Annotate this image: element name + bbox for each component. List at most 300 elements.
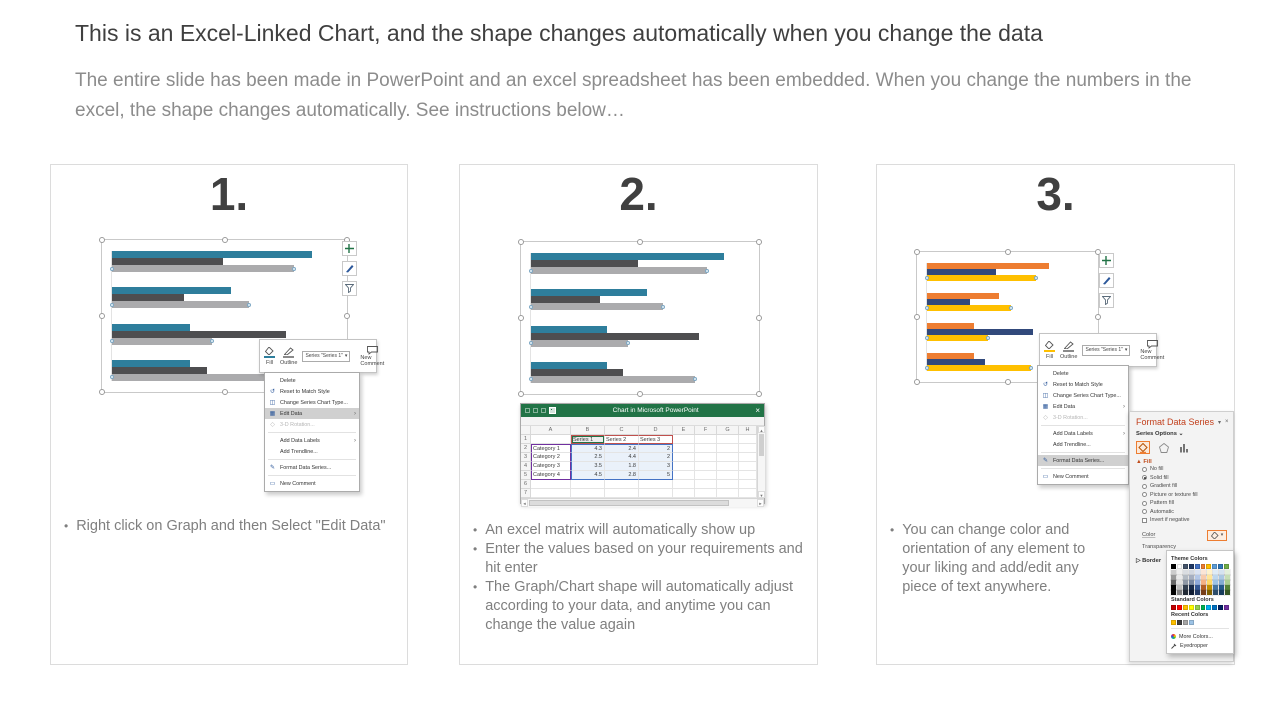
invert-if-negative-option[interactable]: Invert if negative bbox=[1142, 516, 1227, 525]
selection-handle[interactable] bbox=[925, 336, 929, 340]
fill-option-picture-or-texture-fill[interactable] bbox=[1142, 491, 1227, 500]
bar-series-3[interactable] bbox=[112, 338, 212, 345]
step-panel-1 bbox=[50, 164, 408, 665]
save-icon[interactable] bbox=[525, 408, 530, 413]
fill-section-header[interactable]: ▲ Fill bbox=[1136, 459, 1152, 465]
format-data-series-icon: ✎ bbox=[269, 465, 276, 471]
menu-item-label: Add Trendline... bbox=[1053, 441, 1091, 448]
column-header-a[interactable]: A bbox=[531, 426, 571, 435]
color-swatch[interactable] bbox=[1189, 605, 1194, 610]
cell-h3[interactable] bbox=[739, 453, 757, 462]
bar-group bbox=[531, 362, 741, 383]
resize-handle[interactable] bbox=[344, 313, 350, 319]
menu-item-edit-data[interactable] bbox=[1038, 401, 1128, 412]
color-swatch[interactable] bbox=[1171, 564, 1176, 569]
border-section-header[interactable]: ▷ Border bbox=[1136, 557, 1162, 564]
menu-item-delete[interactable] bbox=[265, 375, 359, 386]
bar-series-3[interactable] bbox=[927, 275, 1036, 281]
resize-handle[interactable] bbox=[99, 313, 105, 319]
excel-title-bar[interactable] bbox=[521, 404, 764, 417]
selection-handle[interactable] bbox=[705, 269, 709, 273]
more-colors-menu-item[interactable]: More Colors... bbox=[1171, 632, 1229, 641]
vertical-scroll-thumb[interactable] bbox=[759, 434, 764, 456]
selection-handle[interactable] bbox=[693, 377, 697, 381]
sheet-corner[interactable] bbox=[521, 426, 531, 435]
bar-series-2[interactable] bbox=[112, 294, 184, 301]
menu-item-3-d-rotation bbox=[1038, 412, 1128, 423]
cell-c5[interactable]: 2.8 bbox=[605, 471, 639, 480]
cell-a4[interactable]: Category 3 bbox=[531, 462, 571, 471]
cell-e7[interactable] bbox=[673, 489, 695, 498]
color-swatch[interactable] bbox=[1224, 564, 1229, 569]
cell-h4[interactable] bbox=[739, 462, 757, 471]
bullet-text: The Graph/Chart shape will automatically adjust according to your data, and anytime you can change the value again bbox=[485, 579, 794, 633]
selection-handle[interactable] bbox=[110, 303, 114, 307]
selection-handle[interactable] bbox=[1029, 366, 1033, 370]
resize-handle[interactable] bbox=[222, 389, 228, 395]
page-subtitle: The entire slide has been made in PowerPoint and an excel spreadsheet has been embedded. When you change the numbers in the excel, the shape changes automatically. See instructions below… bbox=[75, 70, 1192, 121]
outline-button[interactable]: Outline bbox=[280, 347, 297, 366]
cell-f5[interactable] bbox=[695, 471, 717, 480]
bar-series-2[interactable] bbox=[112, 258, 223, 265]
selection-handle[interactable] bbox=[247, 303, 251, 307]
cell-a2[interactable]: Category 1 bbox=[531, 444, 571, 453]
page-title: This is an Excel-Linked Chart, and the shape changes automatically when you change the data bbox=[75, 20, 1043, 46]
color-swatch[interactable] bbox=[1201, 564, 1206, 569]
selection-handle[interactable] bbox=[210, 339, 214, 343]
cell-b3[interactable]: 2.5 bbox=[571, 453, 605, 462]
outline-button[interactable]: Outline bbox=[1060, 341, 1077, 360]
bullet-icon: • bbox=[64, 519, 69, 533]
cell-g6[interactable] bbox=[717, 480, 739, 489]
bullet-text: Enter the values based on your requirements and hit enter bbox=[485, 541, 803, 576]
selection-handle[interactable] bbox=[925, 366, 929, 370]
bar-series-1[interactable] bbox=[112, 324, 190, 331]
resize-handle[interactable] bbox=[756, 315, 762, 321]
cell-h5[interactable] bbox=[739, 471, 757, 480]
fill-option-gradient-fill[interactable] bbox=[1142, 482, 1227, 491]
cell-f3[interactable] bbox=[695, 453, 717, 462]
row-header-7[interactable]: 7 bbox=[521, 489, 531, 498]
cell-d3[interactable]: 2 bbox=[639, 453, 673, 462]
color-swatch[interactable] bbox=[1189, 564, 1194, 569]
fill-button[interactable]: Fill bbox=[1044, 341, 1055, 360]
selection-handle[interactable] bbox=[529, 377, 533, 381]
scroll-right-icon[interactable]: ► bbox=[758, 501, 763, 506]
bar-series-2[interactable] bbox=[531, 260, 638, 267]
submenu-arrow-icon: › bbox=[1123, 403, 1125, 410]
selection-handle[interactable] bbox=[626, 341, 630, 345]
resize-handle[interactable] bbox=[1095, 314, 1101, 320]
horizontal-scroll-thumb[interactable] bbox=[529, 500, 729, 506]
menu-item-add-trendline[interactable] bbox=[265, 446, 359, 457]
cell-b1[interactable]: Series 1 bbox=[571, 435, 605, 444]
bar-series-3[interactable] bbox=[927, 335, 988, 341]
resize-handle[interactable] bbox=[222, 237, 228, 243]
cell-a5[interactable]: Category 4 bbox=[531, 471, 571, 480]
series-selector-dropdown[interactable]: Series "Series 1" ▾ bbox=[1082, 345, 1130, 356]
bar-group bbox=[112, 287, 329, 308]
cell-c4[interactable]: 1.8 bbox=[605, 462, 639, 471]
color-swatch[interactable] bbox=[1177, 564, 1182, 569]
standard-colors-label: Standard Colors bbox=[1171, 597, 1214, 603]
fill-option-pattern-fill[interactable] bbox=[1142, 499, 1227, 508]
cell-d4[interactable]: 3 bbox=[639, 462, 673, 471]
new-comment-button[interactable]: New Comment bbox=[1140, 340, 1164, 361]
horizontal-scrollbar[interactable] bbox=[521, 498, 764, 507]
cell-f2[interactable] bbox=[695, 444, 717, 453]
bullet-item bbox=[64, 517, 397, 536]
selection-handle[interactable] bbox=[110, 375, 114, 379]
color-swatch[interactable] bbox=[1213, 590, 1218, 595]
row-header-4[interactable]: 4 bbox=[521, 462, 531, 471]
color-swatch[interactable] bbox=[1171, 620, 1176, 625]
color-picker-button[interactable] bbox=[1207, 530, 1227, 541]
color-swatch[interactable] bbox=[1183, 590, 1188, 595]
selection-handle[interactable] bbox=[1034, 276, 1038, 280]
resize-handle[interactable] bbox=[756, 239, 762, 245]
selection-handle[interactable] bbox=[110, 339, 114, 343]
resize-handle[interactable] bbox=[637, 239, 643, 245]
color-swatch[interactable] bbox=[1201, 605, 1206, 610]
cell-b4[interactable]: 3.5 bbox=[571, 462, 605, 471]
menu-item-change-series-chart-type[interactable] bbox=[265, 397, 359, 408]
selection-handle[interactable] bbox=[986, 336, 990, 340]
color-swatch[interactable] bbox=[1177, 620, 1182, 625]
color-swatch[interactable] bbox=[1201, 590, 1206, 595]
bullet-icon: • bbox=[473, 580, 478, 594]
cell-f4[interactable] bbox=[695, 462, 717, 471]
column-header-d[interactable]: D bbox=[639, 426, 673, 435]
recent-colors-row bbox=[1171, 620, 1229, 625]
menu-item-label: Add Data Labels bbox=[1053, 430, 1093, 437]
new-comment-button[interactable]: New Comment bbox=[360, 346, 384, 367]
cell-a1[interactable] bbox=[531, 435, 571, 444]
cell-a7[interactable] bbox=[531, 489, 571, 498]
context-menu bbox=[264, 372, 360, 492]
bar-series-1[interactable] bbox=[112, 287, 231, 294]
color-swatch[interactable] bbox=[1225, 590, 1230, 595]
menu-item-change-series-chart-type[interactable] bbox=[1038, 390, 1128, 401]
radio-icon bbox=[1142, 484, 1147, 489]
color-swatch[interactable] bbox=[1189, 590, 1194, 595]
transparency-label: Transparency bbox=[1142, 543, 1176, 550]
bar-series-3[interactable] bbox=[112, 374, 281, 381]
undo-icon[interactable] bbox=[533, 408, 538, 413]
step-number-3: 3. bbox=[1036, 168, 1075, 220]
cell-c2[interactable]: 2.4 bbox=[605, 444, 639, 453]
menu-item-label: Delete bbox=[280, 377, 296, 384]
fill-option-no-fill[interactable] bbox=[1142, 465, 1227, 474]
bar-series-1[interactable] bbox=[531, 326, 607, 333]
bar-series-1[interactable] bbox=[531, 289, 647, 296]
effects-tab[interactable] bbox=[1157, 441, 1171, 454]
fill-option-label: Picture or texture fill bbox=[1150, 491, 1198, 498]
resize-handle[interactable] bbox=[1005, 249, 1011, 255]
resize-handle[interactable] bbox=[1005, 379, 1011, 385]
menu-item-new-comment[interactable] bbox=[265, 478, 359, 489]
menu-item-delete[interactable] bbox=[1038, 368, 1128, 379]
cell-a3[interactable]: Category 2 bbox=[531, 453, 571, 462]
cell-c6[interactable] bbox=[605, 480, 639, 489]
chart-filters-button[interactable] bbox=[1099, 293, 1114, 308]
menu-item-reset-to-match-style[interactable] bbox=[265, 386, 359, 397]
step-number-2: 2. bbox=[619, 168, 658, 220]
cell-h2[interactable] bbox=[739, 444, 757, 453]
chart-filters-button[interactable] bbox=[342, 281, 357, 296]
cell-e5[interactable] bbox=[673, 471, 695, 480]
column-header-c[interactable]: C bbox=[605, 426, 639, 435]
bar-series-3[interactable] bbox=[112, 265, 294, 272]
excel-window bbox=[520, 403, 765, 504]
resize-handle[interactable] bbox=[518, 391, 524, 397]
cell-f6[interactable] bbox=[695, 480, 717, 489]
chart-styles-button[interactable] bbox=[342, 261, 357, 276]
menu-separator bbox=[1041, 452, 1125, 453]
cell-b5[interactable]: 4.5 bbox=[571, 471, 605, 480]
cell-e3[interactable] bbox=[673, 453, 695, 462]
step-3-bullets bbox=[890, 521, 1108, 597]
color-swatch[interactable] bbox=[1177, 590, 1182, 595]
pane-collapse-icon[interactable]: ▾ bbox=[1218, 419, 1222, 426]
cell-c7[interactable] bbox=[605, 489, 639, 498]
row-header-1[interactable]: 1 bbox=[521, 435, 531, 444]
row-header-5[interactable]: 5 bbox=[521, 471, 531, 480]
selection-handle[interactable] bbox=[925, 306, 929, 310]
edit-data-icon: ▦ bbox=[269, 411, 276, 417]
menu-item-label: Delete bbox=[1053, 370, 1069, 377]
resize-handle[interactable] bbox=[637, 391, 643, 397]
menu-item-add-trendline[interactable] bbox=[1038, 439, 1128, 450]
step-panel-2 bbox=[459, 164, 818, 665]
cell-a6[interactable] bbox=[531, 480, 571, 489]
chart-side-buttons bbox=[342, 241, 357, 296]
submenu-arrow-icon: › bbox=[354, 410, 356, 417]
scroll-up-icon[interactable]: ▲ bbox=[759, 428, 764, 433]
color-swatch[interactable] bbox=[1183, 620, 1188, 625]
series-options-label[interactable]: Series Options ⌄ bbox=[1136, 431, 1184, 437]
menu-item-label: Format Data Series... bbox=[1053, 457, 1105, 464]
cell-g4[interactable] bbox=[717, 462, 739, 471]
resize-handle[interactable] bbox=[756, 391, 762, 397]
cell-h7[interactable] bbox=[739, 489, 757, 498]
format-data-series-icon: ✎ bbox=[1042, 458, 1049, 464]
bar-series-2[interactable] bbox=[112, 367, 207, 374]
color-swatch[interactable] bbox=[1177, 605, 1182, 610]
cell-c1[interactable]: Series 2 bbox=[605, 435, 639, 444]
redo-icon[interactable] bbox=[541, 408, 546, 413]
color-swatch[interactable] bbox=[1207, 590, 1212, 595]
bar-series-3[interactable] bbox=[531, 376, 695, 383]
resize-handle[interactable] bbox=[914, 249, 920, 255]
color-picker-flyout bbox=[1166, 550, 1234, 654]
pane-close-icon[interactable]: × bbox=[1225, 419, 1229, 425]
bar-series-2[interactable] bbox=[112, 331, 286, 338]
row-header-3[interactable]: 3 bbox=[521, 453, 531, 462]
cell-c3[interactable]: 4.4 bbox=[605, 453, 639, 462]
menu-item-label: New Comment bbox=[280, 480, 316, 487]
resize-handle[interactable] bbox=[99, 237, 105, 243]
theme-tints-grid bbox=[1171, 570, 1229, 595]
resize-handle[interactable] bbox=[914, 379, 920, 385]
vertical-scrollbar[interactable] bbox=[757, 426, 765, 498]
row-header-2[interactable]: 2 bbox=[521, 444, 531, 453]
chevron-down-icon: ▾ bbox=[1124, 347, 1128, 353]
color-swatch[interactable] bbox=[1183, 564, 1188, 569]
color-swatch[interactable] bbox=[1219, 590, 1224, 595]
color-swatch[interactable] bbox=[1195, 590, 1200, 595]
color-swatch[interactable] bbox=[1212, 605, 1217, 610]
cell-d1[interactable]: Series 3 bbox=[639, 435, 673, 444]
cell-e6[interactable] bbox=[673, 480, 695, 489]
fill-option-automatic[interactable] bbox=[1142, 508, 1227, 517]
cell-f1[interactable] bbox=[695, 435, 717, 444]
selection-handle[interactable] bbox=[925, 276, 929, 280]
cell-b2[interactable]: 4.3 bbox=[571, 444, 605, 453]
bar-series-2[interactable] bbox=[531, 369, 623, 376]
bar-series-1[interactable] bbox=[112, 360, 190, 367]
color-swatch[interactable] bbox=[1206, 564, 1211, 569]
cell-e1[interactable] bbox=[673, 435, 695, 444]
cell-d6[interactable] bbox=[639, 480, 673, 489]
column-header-f[interactable]: F bbox=[695, 426, 717, 435]
chart-styles-button[interactable] bbox=[1099, 273, 1114, 288]
radio-icon bbox=[1142, 501, 1147, 506]
cell-e2[interactable] bbox=[673, 444, 695, 453]
selection-handle[interactable] bbox=[292, 267, 296, 271]
outline-color-swatch bbox=[283, 356, 294, 358]
selection-handle[interactable] bbox=[1009, 306, 1013, 310]
column-header-g[interactable]: G bbox=[717, 426, 739, 435]
cell-g5[interactable] bbox=[717, 471, 739, 480]
bullet-item bbox=[473, 521, 807, 540]
cell-h1[interactable] bbox=[739, 435, 757, 444]
color-swatch[interactable] bbox=[1218, 605, 1223, 610]
bar-series-3[interactable] bbox=[531, 303, 663, 310]
color-swatch[interactable] bbox=[1183, 605, 1188, 610]
menu-item-reset-to-match-style[interactable] bbox=[1038, 379, 1128, 390]
bar-series-1[interactable] bbox=[531, 362, 607, 369]
submenu-arrow-icon: › bbox=[1123, 430, 1125, 437]
new-comment-icon: ▭ bbox=[269, 481, 276, 487]
selection-handle[interactable] bbox=[110, 267, 114, 271]
fill-option-solid-fill[interactable] bbox=[1142, 474, 1227, 483]
selection-handle[interactable] bbox=[529, 269, 533, 273]
chart-elements-button[interactable] bbox=[1099, 253, 1114, 268]
bar-series-1[interactable] bbox=[112, 251, 312, 258]
cell-g1[interactable] bbox=[717, 435, 739, 444]
outline-pen-icon bbox=[284, 347, 294, 355]
fill-option-label: No fill bbox=[1150, 466, 1164, 473]
selection-handle[interactable] bbox=[529, 341, 533, 345]
bullet-item bbox=[890, 521, 1108, 597]
menu-item-format-data-series[interactable] bbox=[265, 462, 359, 473]
pane-title: Format Data Series bbox=[1136, 417, 1215, 427]
cell-g7[interactable] bbox=[717, 489, 739, 498]
close-icon[interactable]: × bbox=[755, 405, 760, 415]
fill-options-list bbox=[1136, 465, 1227, 516]
resize-handle[interactable] bbox=[518, 315, 524, 321]
fill-line-tab[interactable] bbox=[1136, 441, 1150, 454]
scroll-left-icon[interactable]: ◄ bbox=[522, 501, 527, 506]
color-swatch[interactable] bbox=[1195, 605, 1200, 610]
color-swatch[interactable] bbox=[1171, 605, 1176, 610]
fill-bucket-icon bbox=[265, 347, 275, 355]
bullet-text: You can change color and orientation of any element to your liking and add/edit any piece of text anywhere. bbox=[902, 522, 1086, 595]
cell-h6[interactable] bbox=[739, 480, 757, 489]
eyedropper-menu-item[interactable]: Eyedropper bbox=[1171, 641, 1229, 650]
selection-handle[interactable] bbox=[661, 305, 665, 309]
series-selector-dropdown[interactable]: Series "Series 1" ▾ bbox=[302, 351, 350, 362]
row-header-6[interactable]: 6 bbox=[521, 480, 531, 489]
chart-object-2[interactable] bbox=[520, 241, 760, 395]
color-swatch[interactable] bbox=[1195, 564, 1200, 569]
standard-colors-row bbox=[1171, 605, 1229, 610]
fill-button[interactable]: Fill bbox=[264, 347, 275, 366]
color-swatch[interactable] bbox=[1189, 620, 1194, 625]
bar-group bbox=[531, 253, 741, 274]
resize-handle[interactable] bbox=[914, 314, 920, 320]
bar-series-2[interactable] bbox=[531, 296, 600, 303]
outline-pen-icon bbox=[1064, 341, 1074, 349]
cell-b7[interactable] bbox=[571, 489, 605, 498]
cell-e4[interactable] bbox=[673, 462, 695, 471]
bar-series-3[interactable] bbox=[927, 365, 1031, 371]
cell-d5[interactable]: 5 bbox=[639, 471, 673, 480]
menu-item-add-data-labels[interactable] bbox=[1038, 428, 1128, 439]
cell-f7[interactable] bbox=[695, 489, 717, 498]
color-swatch[interactable] bbox=[1218, 564, 1223, 569]
menu-item-new-comment[interactable] bbox=[1038, 471, 1128, 482]
bar-series-3[interactable] bbox=[112, 301, 249, 308]
bar-series-2[interactable] bbox=[531, 333, 699, 340]
series-options-tab[interactable] bbox=[1178, 441, 1192, 454]
selection-handle[interactable] bbox=[529, 305, 533, 309]
color-swatch[interactable] bbox=[1206, 605, 1211, 610]
column-header-b[interactable]: B bbox=[571, 426, 605, 435]
cell-g2[interactable] bbox=[717, 444, 739, 453]
menu-item-edit-data[interactable] bbox=[265, 408, 359, 419]
menu-separator bbox=[1041, 468, 1125, 469]
column-header-e[interactable]: E bbox=[673, 426, 695, 435]
bar-series-3[interactable] bbox=[927, 305, 1011, 311]
color-swatch[interactable] bbox=[1171, 590, 1176, 595]
color-label: Color bbox=[1142, 532, 1156, 538]
menu-item-label: 3-D Rotation... bbox=[1053, 414, 1088, 421]
column-header-h[interactable]: H bbox=[739, 426, 757, 435]
resize-handle[interactable] bbox=[99, 389, 105, 395]
resize-handle[interactable] bbox=[518, 239, 524, 245]
bar-series-3[interactable] bbox=[531, 340, 628, 347]
reset-to-match-style-icon: ↺ bbox=[1042, 382, 1049, 388]
menu-item-add-data-labels[interactable] bbox=[265, 435, 359, 446]
bullet-item bbox=[473, 540, 807, 578]
menu-item-label: Change Series Chart Type... bbox=[1053, 392, 1121, 399]
cell-b6[interactable] bbox=[571, 480, 605, 489]
menu-item-3-d-rotation bbox=[265, 419, 359, 430]
cell-g3[interactable] bbox=[717, 453, 739, 462]
bar-series-3[interactable] bbox=[531, 267, 707, 274]
chart-elements-button[interactable] bbox=[342, 241, 357, 256]
scroll-down-icon[interactable]: ▼ bbox=[759, 493, 764, 498]
bar-series-1[interactable] bbox=[531, 253, 724, 260]
cell-d7[interactable] bbox=[639, 489, 673, 498]
cell-d2[interactable]: 2 bbox=[639, 444, 673, 453]
color-swatch[interactable] bbox=[1212, 564, 1217, 569]
checkbox-icon bbox=[1142, 518, 1147, 523]
menu-item-format-data-series[interactable] bbox=[1038, 455, 1128, 466]
color-swatch[interactable] bbox=[1224, 605, 1229, 610]
